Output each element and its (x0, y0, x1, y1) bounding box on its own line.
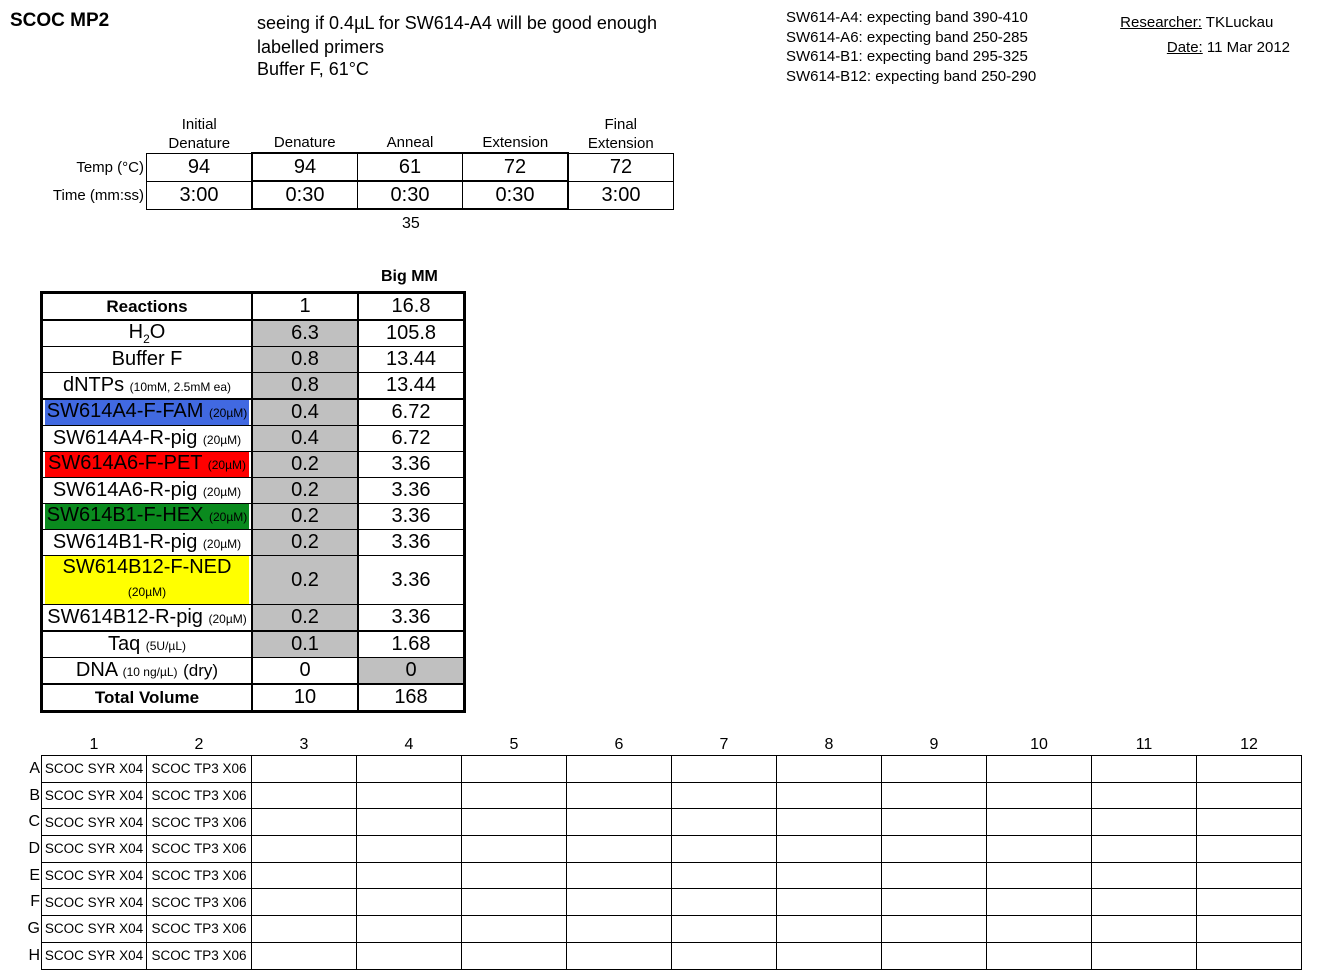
plate-row-label: F (30, 893, 40, 911)
plate-well (462, 809, 567, 836)
plate-row (24, 756, 1302, 783)
time-cell: 3:00 (568, 181, 674, 209)
plate-well: SCOC TP3 X06 (147, 836, 252, 863)
step-header: Anneal (386, 134, 434, 151)
plate-well (777, 782, 882, 809)
reagent-volume-one: 0.4 (252, 399, 358, 426)
plate-well (567, 756, 672, 783)
plate-row-label: H (28, 946, 40, 964)
plate-well: SCOC TP3 X06 (147, 862, 252, 889)
plate-well (882, 756, 987, 783)
plate-row (24, 916, 1302, 943)
plate-row-label: E (29, 866, 40, 884)
plate-row (24, 809, 1302, 836)
plate-column-header: 5 (509, 736, 519, 753)
plate-rows (24, 756, 1302, 970)
big-mm-header: Big MM (381, 268, 438, 285)
plate-well (987, 836, 1092, 863)
plate-column-headers (24, 735, 1302, 756)
plate-well: SCOC SYR X04 (42, 836, 147, 863)
plate-column-header: 6 (614, 736, 624, 753)
plate-well (252, 889, 357, 916)
reagent-volume-one: 0.2 (252, 556, 358, 605)
plate-well (357, 889, 462, 916)
plate-well (882, 889, 987, 916)
note-line: seeing if 0.4µL for SW614-A4 will be good enough (257, 13, 657, 33)
step-header: Initial Denature (168, 115, 231, 152)
plate-well (882, 782, 987, 809)
plate-row-label: C (28, 813, 40, 831)
reagent-volume-big: 3.36 (358, 452, 465, 478)
band-line: SW614-A4: expecting band 390-410 (786, 9, 1028, 26)
plate-well: SCOC TP3 X06 (147, 809, 252, 836)
plate-column-header: 1 (89, 736, 99, 753)
reagent-volume-big: 0 (358, 658, 465, 685)
plate-row (24, 889, 1302, 916)
plate-well (882, 809, 987, 836)
plate-well (882, 862, 987, 889)
plate-row-label: D (28, 839, 40, 857)
plate-well (252, 942, 357, 969)
reagent-name: Buffer F (42, 347, 253, 373)
plate-well: SCOC TP3 X06 (147, 756, 252, 783)
date-value: 11 Mar 2012 (1206, 39, 1290, 56)
step-header: Denature (273, 134, 336, 151)
document-meta (1060, 10, 1290, 60)
plate-well (462, 916, 567, 943)
reagent-volume-one: 0.4 (252, 426, 358, 452)
plate-well (672, 942, 777, 969)
time-label: Time (mm:ss) (52, 186, 144, 204)
plate-well (987, 916, 1092, 943)
plate-well (1092, 809, 1197, 836)
reagent-volume-big: 6.72 (358, 399, 465, 426)
plate-well (357, 836, 462, 863)
temp-cell: 72 (463, 153, 569, 181)
note-line: labelled primers (257, 37, 385, 57)
total-volume-big: 168 (358, 684, 465, 712)
band-line: SW614-B1: expecting band 295-325 (786, 48, 1028, 65)
researcher-value: TKLuckau (1205, 14, 1274, 31)
plate-well (567, 916, 672, 943)
plate-well (1197, 809, 1302, 836)
plate-well: SCOC SYR X04 (42, 916, 147, 943)
plate-well (882, 942, 987, 969)
reagent-volume-one: 0.2 (252, 605, 358, 632)
plate-well (1092, 836, 1197, 863)
plate-well (567, 809, 672, 836)
plate-column-header: 7 (719, 736, 729, 753)
reagent-name: SW614B1-F-HEX (20µM) (42, 504, 253, 530)
time-cell: 3:00 (147, 181, 253, 209)
reagent-volume-big: 13.44 (358, 347, 465, 373)
plate-well (567, 862, 672, 889)
plate-well (777, 942, 882, 969)
plate-well (777, 756, 882, 783)
plate-column-header: 2 (194, 736, 204, 753)
reagent-name: SW614A6-F-PET (20µM) (42, 452, 253, 478)
plate-well (777, 889, 882, 916)
reagent-volume-big: 1.68 (358, 631, 465, 658)
plate-well: SCOC SYR X04 (42, 809, 147, 836)
plate-well (672, 916, 777, 943)
plate-well: SCOC SYR X04 (42, 756, 147, 783)
plate-well (1197, 942, 1302, 969)
time-cell: 0:30 (358, 181, 463, 209)
plate-well (1092, 756, 1197, 783)
plate-column-header: 10 (1030, 736, 1048, 753)
plate-well (252, 916, 357, 943)
plate-well (1092, 942, 1197, 969)
plate-well (357, 756, 462, 783)
plate-well (1092, 862, 1197, 889)
plate-well (1092, 889, 1197, 916)
reagent-volume-big: 13.44 (358, 373, 465, 400)
time-cell: 0:30 (463, 181, 569, 209)
reagent-name: SW614A4-R-pig (20µM) (42, 426, 253, 452)
plate-well (1197, 782, 1302, 809)
plate-well (987, 782, 1092, 809)
plate-well (357, 916, 462, 943)
temp-label: Temp (°C) (76, 158, 144, 176)
reagent-name: SW614B1-R-pig (20µM) (42, 530, 253, 556)
plate-well (882, 836, 987, 863)
total-volume-one: 10 (252, 684, 358, 712)
plate-well (567, 942, 672, 969)
document-title: SCOC MP2 (10, 10, 110, 31)
plate-well (672, 889, 777, 916)
reagent-name: $H_2O$ (42, 320, 253, 347)
plate-well (777, 836, 882, 863)
plate-well: SCOC SYR X04 (42, 942, 147, 969)
plate-well (357, 782, 462, 809)
cycling-table (30, 112, 674, 210)
reagent-volume-one: 0.2 (252, 478, 358, 504)
plate-row-label: B (29, 786, 40, 804)
plate-well (882, 916, 987, 943)
reactions-label: Reactions (42, 293, 253, 321)
expected-bands (786, 8, 1036, 86)
plate-column-header: 8 (824, 736, 834, 753)
plate-well (777, 862, 882, 889)
reactions-big: 16.8 (358, 293, 465, 321)
plate-well: SCOC TP3 X06 (147, 889, 252, 916)
plate-well (252, 809, 357, 836)
reagent-name: DNA (10 ng/µL) (dry) (42, 658, 253, 685)
note-line: Buffer F, 61°C (257, 59, 369, 79)
band-line: SW614-B12: expecting band 250-290 (786, 67, 1037, 85)
plate-well (462, 862, 567, 889)
plate-well (567, 889, 672, 916)
plate-well (462, 836, 567, 863)
reactions-one: 1 (252, 293, 358, 321)
plate-row (24, 782, 1302, 809)
reagent-name: SW614A4-F-FAM (20µM) (42, 399, 253, 426)
reagent-volume-one: 0 (252, 658, 358, 685)
plate-column-header: 4 (404, 736, 414, 753)
plate-well (1197, 756, 1302, 783)
reagent-volume-big: 3.36 (358, 504, 465, 530)
plate-well: SCOC SYR X04 (42, 889, 147, 916)
temp-cell: 72 (568, 153, 674, 181)
plate-well (1197, 916, 1302, 943)
plate-well (987, 889, 1092, 916)
reagent-volume-one: 0.2 (252, 452, 358, 478)
plate-well (1197, 836, 1302, 863)
plate-well (672, 756, 777, 783)
plate-row-label: A (29, 759, 40, 777)
cycle-count: 35 (402, 215, 420, 232)
plate-well (357, 942, 462, 969)
experiment-notes (257, 10, 657, 80)
plate-well: SCOC TP3 X06 (147, 916, 252, 943)
total-volume-label: Total Volume (42, 684, 253, 712)
band-line: SW614-A6: expecting band 250-285 (786, 28, 1028, 46)
time-cell: 0:30 (252, 181, 358, 209)
plate-well: SCOC SYR X04 (42, 862, 147, 889)
plate-well (252, 862, 357, 889)
reagent-volume-one: 0.8 (252, 373, 358, 400)
reagent-volume-big: 3.36 (358, 556, 465, 605)
reagent-name: SW614B12-R-pig (20µM) (42, 605, 253, 632)
temp-cell: 94 (252, 153, 358, 181)
plate-well (462, 942, 567, 969)
reagent-volume-big: 3.36 (358, 478, 465, 504)
date-label: Date: (1166, 39, 1203, 56)
plate-well (462, 889, 567, 916)
plate-well (672, 836, 777, 863)
plate-well (357, 809, 462, 836)
plate-column-header: 3 (299, 736, 309, 753)
reagent-volume-one: 0.1 (252, 631, 358, 658)
plate-well (1197, 889, 1302, 916)
plate-column-header: 9 (929, 736, 939, 753)
plate-well: SCOC TP3 X06 (147, 782, 252, 809)
plate-well (357, 862, 462, 889)
step-header: Extension (482, 134, 549, 151)
reagent-volume-one: 0.2 (252, 504, 358, 530)
reagent-volume-big: 3.36 (358, 530, 465, 556)
plate-well (1092, 782, 1197, 809)
plate-well (987, 942, 1092, 969)
reagent-volume-one: 6.3 (252, 320, 358, 347)
plate-well (1197, 862, 1302, 889)
reagent-name: dNTPs (10mM, 2.5mM ea) (42, 373, 253, 400)
reagent-volume-big: 3.36 (358, 605, 465, 632)
plate-well (777, 916, 882, 943)
plate-well (567, 782, 672, 809)
plate-well (252, 782, 357, 809)
plate-well (462, 782, 567, 809)
reagent-name: Taq (5U/µL) (42, 631, 253, 658)
plate-well (672, 862, 777, 889)
researcher-label: Researcher: (1120, 14, 1202, 31)
plate-well (777, 809, 882, 836)
temp-cell: 61 (358, 153, 463, 181)
plate-row (24, 942, 1302, 969)
plate-row (24, 862, 1302, 889)
plate-row (24, 836, 1302, 863)
reagent-volume-one: 0.2 (252, 530, 358, 556)
plate-well (462, 756, 567, 783)
plate-layout (24, 735, 1302, 970)
plate-well (672, 809, 777, 836)
plate-well (252, 756, 357, 783)
reagent-volume-big: 105.8 (358, 320, 465, 347)
plate-well (252, 836, 357, 863)
reagent-name: SW614A6-R-pig (20µM) (42, 478, 253, 504)
master-mix-table (40, 291, 466, 713)
plate-well (672, 782, 777, 809)
plate-column-header: 12 (1240, 736, 1258, 753)
temp-cell: 94 (147, 153, 253, 181)
plate-well (987, 809, 1092, 836)
reagent-name: SW614B12-F-NED (20µM) (42, 556, 253, 605)
step-header: Final Extension (587, 115, 654, 152)
reagent-volume-big: 6.72 (358, 426, 465, 452)
plate-row-label: G (27, 919, 40, 937)
plate-column-header: 11 (1135, 736, 1153, 753)
plate-well (987, 862, 1092, 889)
reagent-volume-one: 0.8 (252, 347, 358, 373)
plate-well: SCOC SYR X04 (42, 782, 147, 809)
plate-well (567, 836, 672, 863)
plate-well: SCOC TP3 X06 (147, 942, 252, 969)
plate-well (987, 756, 1092, 783)
plate-well (1092, 916, 1197, 943)
